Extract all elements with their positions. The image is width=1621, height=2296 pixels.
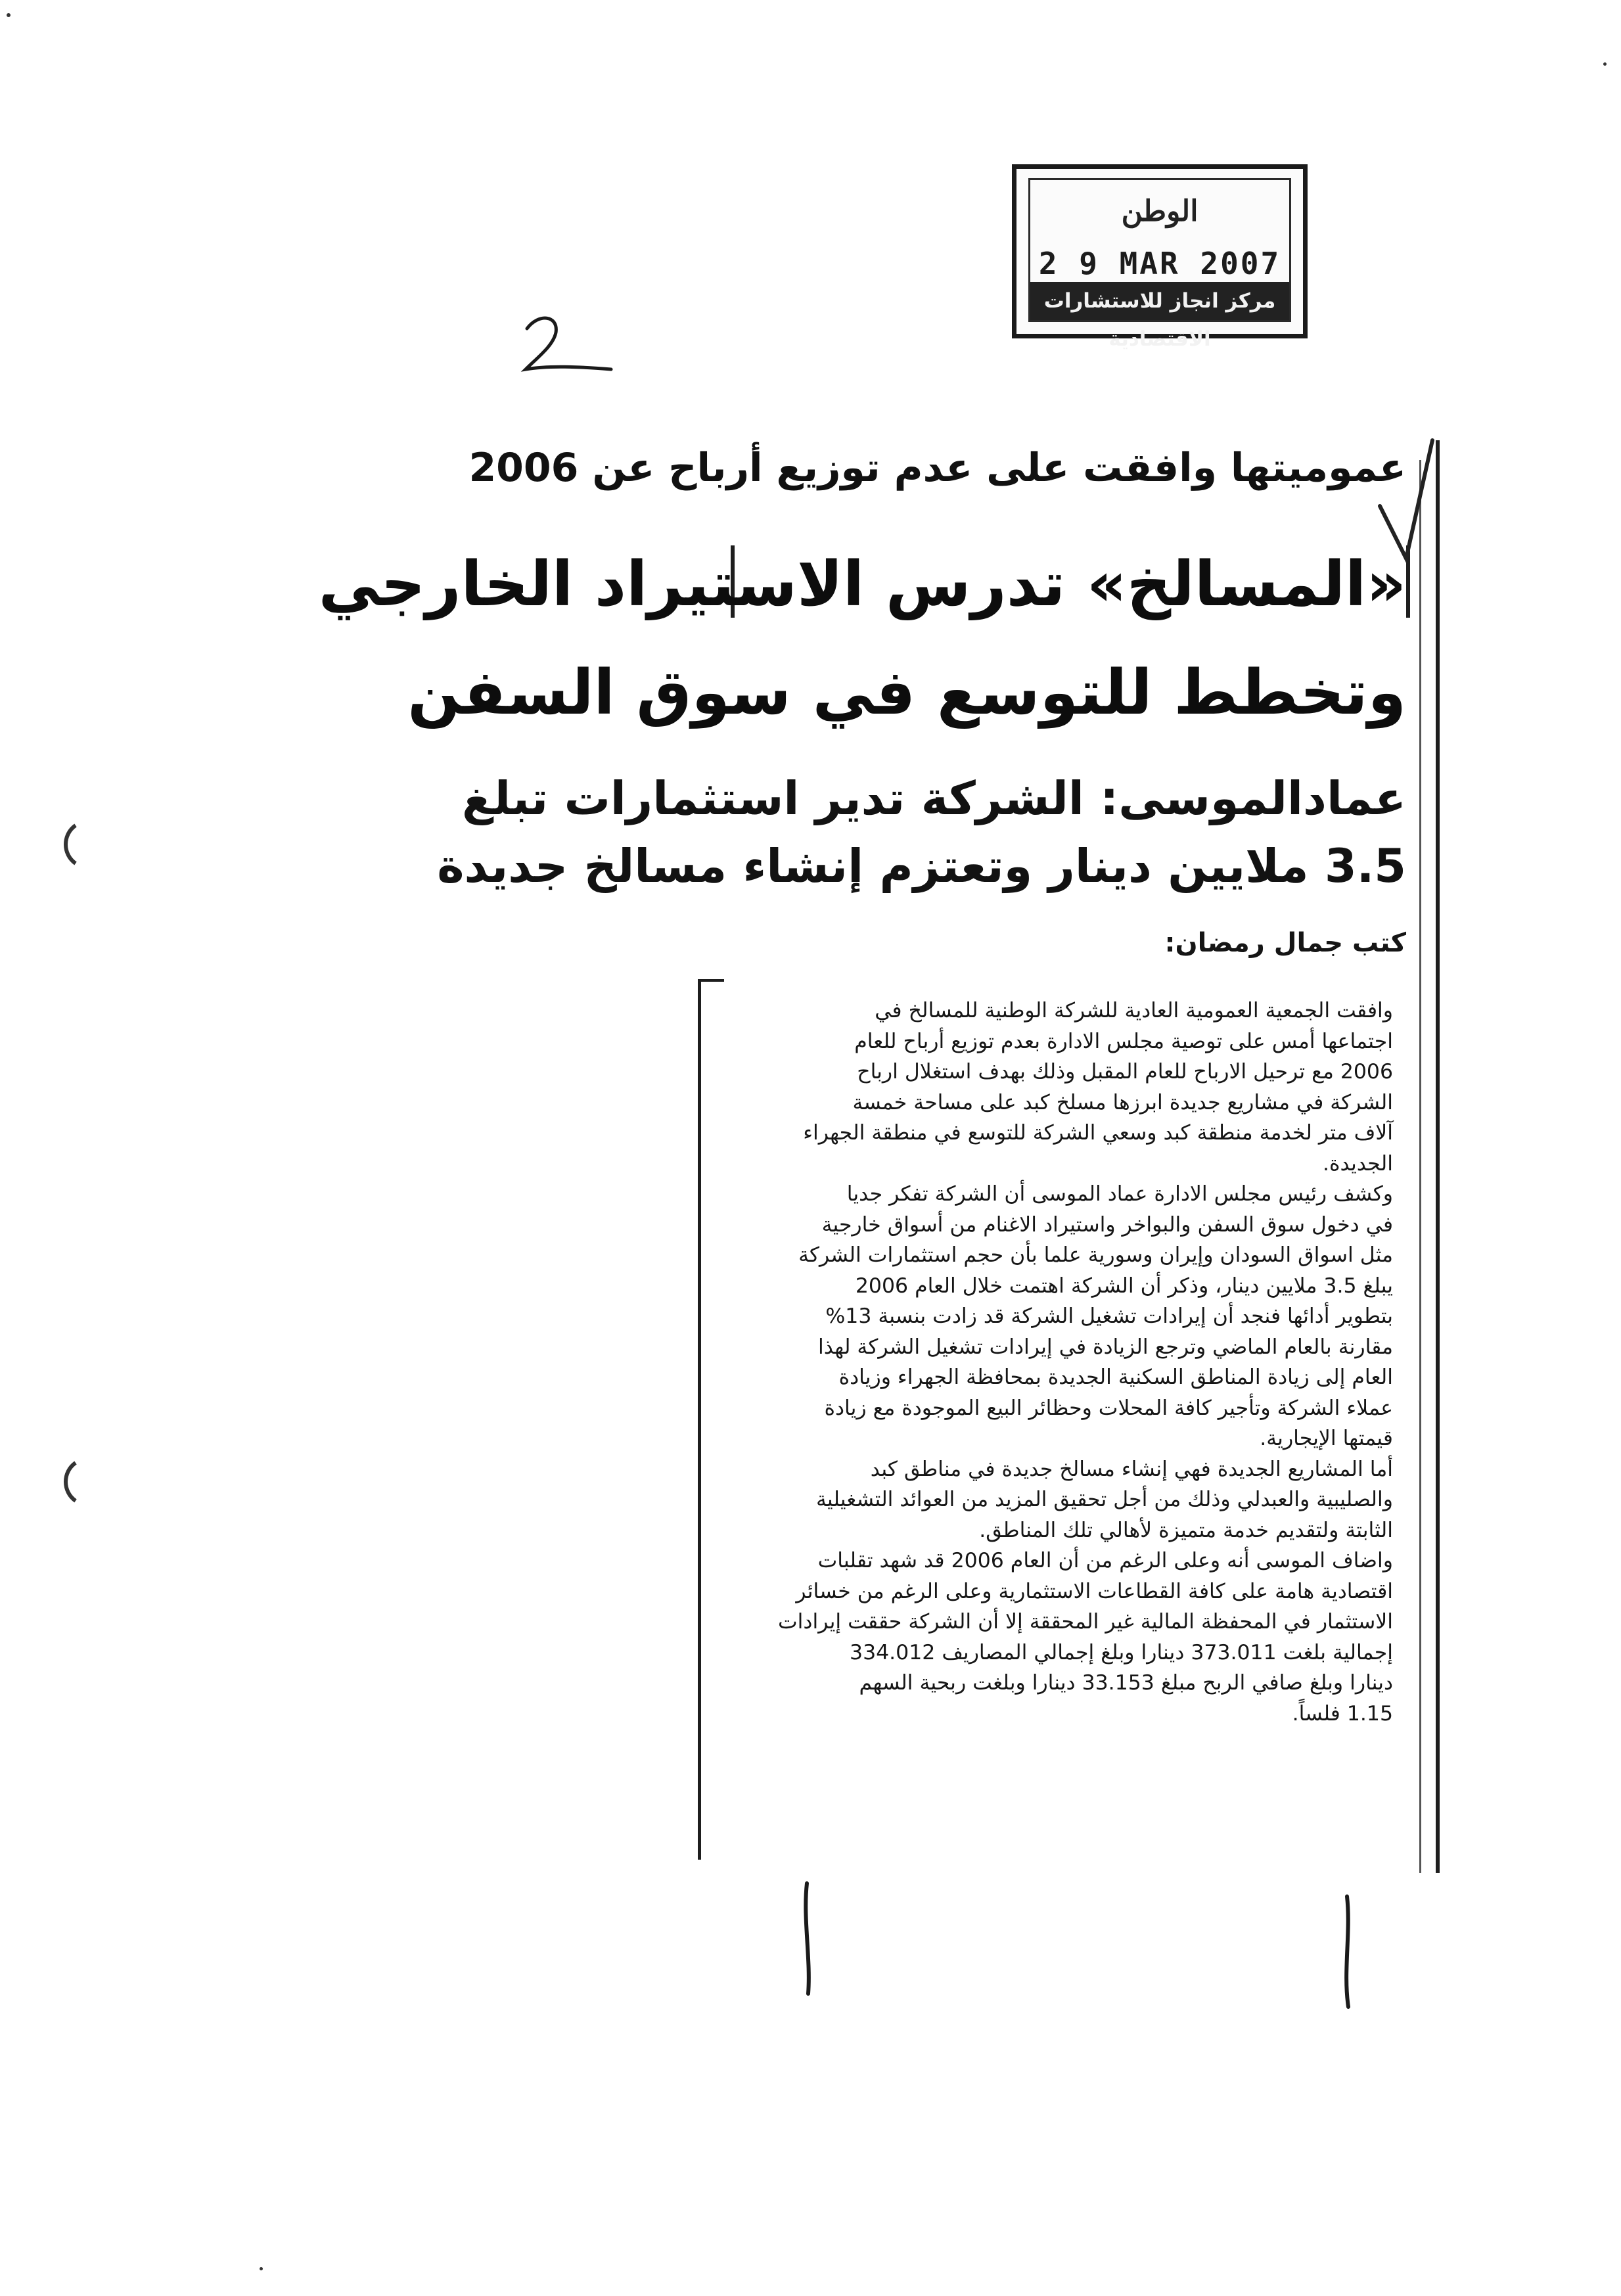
scan-speck bbox=[260, 2267, 263, 2270]
body-line: الاستثمار في المحفظة المالية غير المحققة إلا أن الشركة حققت إيرادات bbox=[778, 1610, 1393, 1634]
body-line: والصليبية والعبدلي وذلك من أجل تحقيق المزيد من العوائد التشغيلية bbox=[815, 1488, 1393, 1511]
stamp-frame bbox=[1028, 178, 1291, 351]
body-line: في دخول سوق السفن والبواخر واستيراد الاغنام من أسواق خارجية bbox=[821, 1212, 1393, 1237]
stamp-organization: مركز انجاز للاستشارات الاقتصادية bbox=[1030, 282, 1289, 320]
archive-stamp bbox=[1012, 164, 1308, 351]
handwritten-stroke bbox=[1327, 1893, 1367, 2011]
body-line: يبلغ 3.5 ملايين دينار، وذكر أن الشركة اهتمت خلال العام 2006 bbox=[855, 1274, 1393, 1298]
body-line: قيمتها الإيجارية. bbox=[1260, 1427, 1393, 1450]
stamp-newspaper-name: الوطن bbox=[1121, 195, 1199, 228]
body-line: اجتماعها أمس على توصية مجلس الادارة بعدم توزيع أرباح للعام bbox=[854, 1029, 1393, 1053]
handwritten-page-mark bbox=[513, 309, 618, 381]
body-line: وافقت الجمعية العمومية العادية للشركة الوطنية للمسالخ في bbox=[875, 999, 1393, 1022]
clipping-border-left bbox=[698, 979, 701, 1860]
article-headline-line-1: «المسالخ» تدرس الاستيراد الخارجي bbox=[318, 549, 1406, 620]
body-line: مقارنة بالعام الماضي وترجع الزيادة في إيرادات تشغيل الشركة لهذا bbox=[818, 1335, 1393, 1359]
body-line: العام إلى زيادة المناطق السكنية الجديدة بمحافظة الجهراء وزيادة bbox=[838, 1366, 1393, 1389]
scan-speck bbox=[7, 13, 11, 17]
article-kicker: عموميتها وافقت على عدم توزيع أرباح عن 2006 bbox=[468, 445, 1406, 491]
article-subheadline-line-2: 3.5 ملايين دينار وتعتزم إنشاء مسالخ جديدة bbox=[437, 839, 1406, 893]
body-line: أما المشاريع الجديدة فهي إنشاء مسالخ جديدة في مناطق كبد bbox=[870, 1457, 1393, 1481]
article-body bbox=[723, 996, 1393, 1729]
clipping-border-left-tick bbox=[698, 979, 724, 982]
body-line: الشركة في مشاريع جديدة ابرزها مسلخ كبد على مساحة خمسة bbox=[852, 1090, 1393, 1114]
body-line: دينارا وبلغ صافي الربح مبلغ 33.153 دينارا وبلغت ربحية السهم bbox=[859, 1671, 1393, 1695]
clipping-border-right-inner bbox=[1419, 460, 1421, 1873]
body-line: عملاء الشركة وتأجير كافة المحلات وحظائر البيع الموجودة مع زيادة bbox=[824, 1396, 1393, 1420]
body-line: مثل اسواق السودان وإيران وسورية علما بأن حجم استثمارات الشركة bbox=[798, 1243, 1393, 1267]
body-line: 2006 مع ترحيل الارباح للعام المقبل وذلك بهدف استغلال ارباح bbox=[857, 1060, 1393, 1084]
body-line: آلاف متر لخدمة منطقة كبد وسعي الشركة للتوسع في منطقة الجهراء bbox=[803, 1121, 1393, 1145]
body-line: إجمالية بلغت 373.011 دينارا وبلغ إجمالي المصاريف 334.012 bbox=[850, 1640, 1393, 1665]
article-subheadline-line-1: عمادالموسى: الشركة تدير استثمارات تبلغ bbox=[461, 771, 1406, 825]
scan-speck bbox=[1603, 62, 1607, 66]
body-line: الثابتة ولتقديم خدمة متميزة لأهالي تلك المناطق. bbox=[979, 1518, 1393, 1542]
clipping-border-right-outer bbox=[1436, 440, 1440, 1873]
body-line: 1.15 فلساً. bbox=[1292, 1701, 1393, 1726]
article-byline: كتب جمال رمضان: bbox=[1164, 928, 1406, 958]
body-line: اقتصادية هامة على كافة القطاعات الاستثمارية وعلى الرغم من خسائر bbox=[796, 1579, 1393, 1603]
article-headline-line-2: وتخطط للتوسع في سوق السفن bbox=[407, 657, 1406, 729]
binding-hole-mark bbox=[56, 821, 82, 867]
body-line: الجديدة. bbox=[1322, 1151, 1393, 1176]
binding-hole-mark bbox=[56, 1459, 82, 1505]
body-line: بتطوير أدائها فنجد أن إيرادات تشغيل الشركة قد زادت بنسبة 13% bbox=[825, 1304, 1393, 1328]
stamp-date: 2 9 MAR 2007 bbox=[1038, 246, 1281, 281]
handwritten-stroke bbox=[788, 1879, 828, 1998]
body-line: وكشف رئيس مجلس الادارة عماد الموسى أن الشركة تفكر جديا bbox=[846, 1182, 1393, 1206]
body-line: واضاف الموسى أنه وعلى الرغم من أن العام 2006 قد شهد تقلبات bbox=[817, 1549, 1393, 1573]
